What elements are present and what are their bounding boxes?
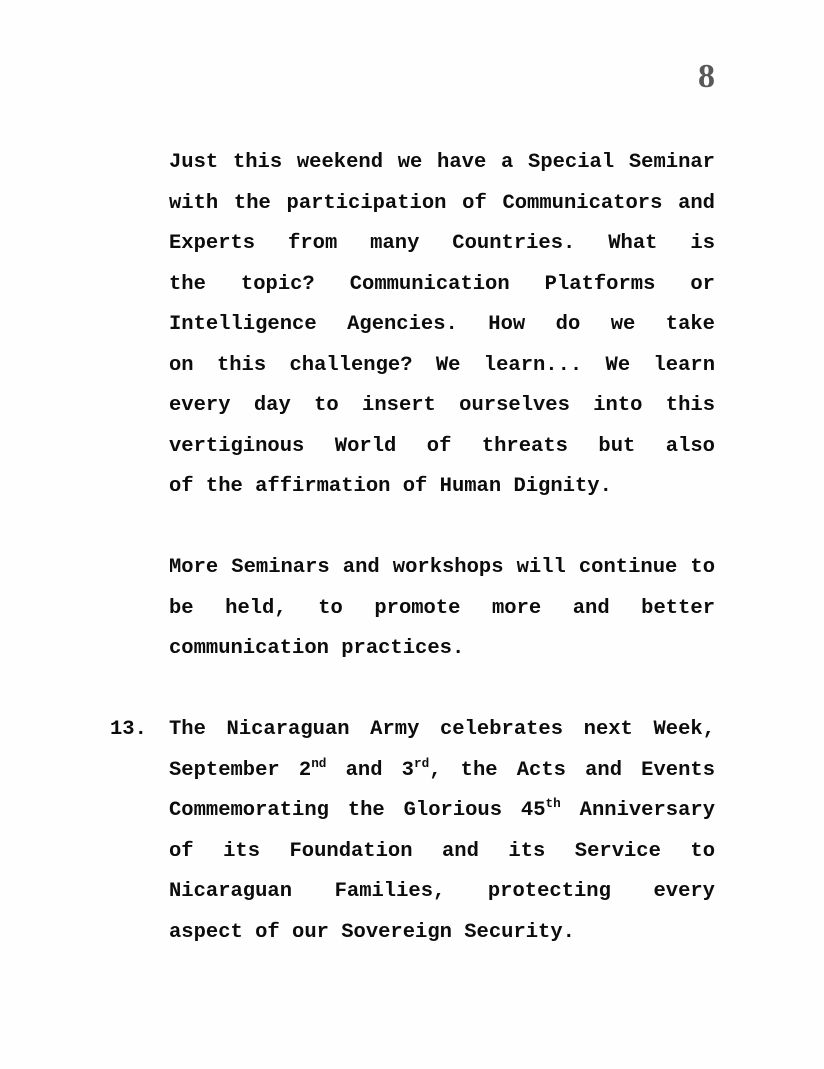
text-line: on this challenge? We learn... We learn [169,353,715,377]
text-line: Intelligence Agencies. How do we take [169,313,715,336]
list-number: 13. [110,718,147,741]
text-line: vertiginous World of threats but also [169,434,715,458]
text-line: every day to insert ourselves into this [169,394,715,417]
text-line: Nicaraguan Families, protecting every [169,880,715,903]
text-line: of its Foundation and its Service to [169,839,715,863]
text-line: the topic? Communication Platforms or [169,272,715,296]
text-line: Commemorating the Glorious 45th Anniversary [169,796,715,822]
text-line: aspect of our Sovereign Security. [169,920,575,944]
text-block [110,143,715,953]
text-line: communication practices. [169,637,465,660]
text-line: Just this weekend we have a Special Seminar [169,151,715,174]
paragraph [169,548,715,670]
text-line: More Seminars and workshops will continue to [169,556,715,579]
ordinal-superscript: th [545,796,561,812]
ordinal-superscript: nd [311,755,327,771]
numbered-paragraph [110,710,715,953]
text-line: of the affirmation of Human Dignity. [169,475,612,498]
text-line: Experts from many Countries. What is [169,232,715,255]
paragraph [169,143,715,508]
text-line: be held, to promote more and better [169,596,715,620]
ordinal-superscript: rd [413,755,430,771]
text-line: September 2nd and 3rd, the Acts and Events [169,755,715,782]
text-line: The Nicaraguan Army celebrates next Week, [169,718,715,741]
text-line: with the participation of Communicators and [169,191,715,215]
page-number: 8 [698,58,715,95]
